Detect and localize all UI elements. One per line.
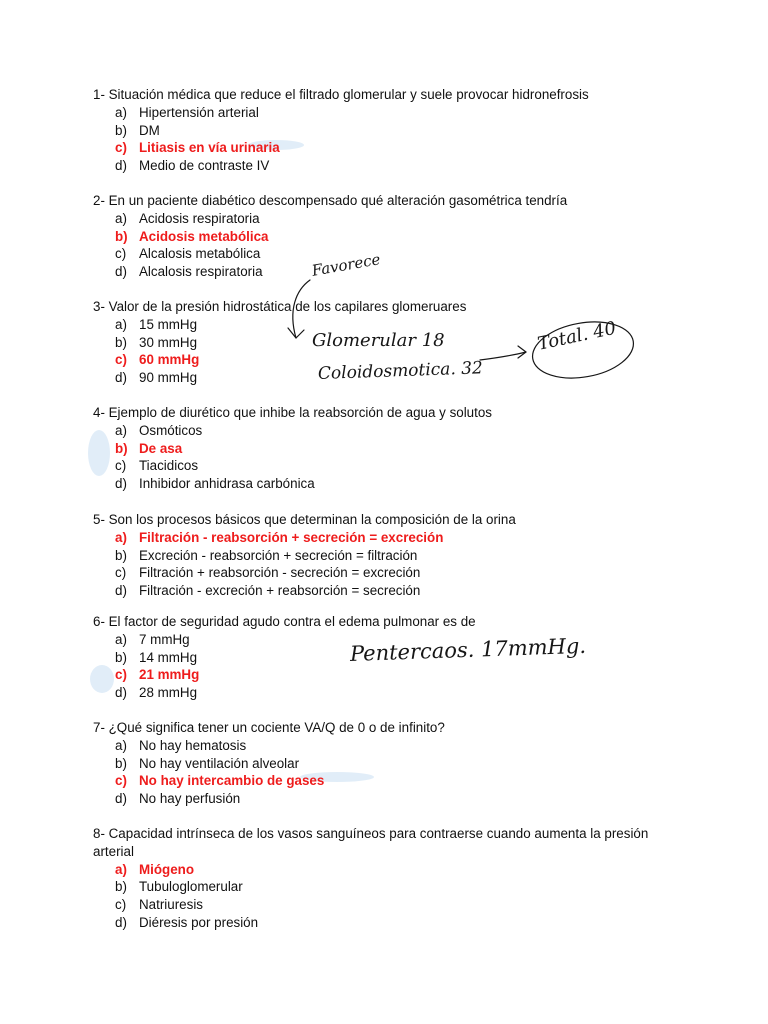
question-7 <box>93 719 653 808</box>
option-a: a) 7 mmHg <box>115 631 190 647</box>
handwritten-note-glomerular: Glomerular 18 <box>312 330 445 351</box>
answer-options <box>93 210 653 281</box>
option-d: d) 90 mmHg <box>115 370 198 386</box>
option-c: c) Tiacidicos <box>115 458 199 474</box>
option-b: b) No hay ventilación alveolar <box>115 755 300 771</box>
answer-options <box>93 861 653 932</box>
option-d: d) Inhibidor anhidrasa carbónica <box>115 476 315 492</box>
option-b-correct: b) De asa <box>115 440 183 456</box>
option-b: b) Excreción - reabsorción + secreción = filtración <box>115 547 418 563</box>
answer-options <box>93 422 653 493</box>
question-text: 6- El factor de seguridad agudo contra el edema pulmonar es de <box>93 614 476 629</box>
answer-options <box>93 737 653 808</box>
question-text: 4- Ejemplo de diurético que inhibe la reabsorción de agua y solutos <box>93 405 492 420</box>
option-a: a) Hipertensión arterial <box>115 104 259 120</box>
option-c-correct: c) 60 mmHg <box>115 352 200 368</box>
answer-options <box>93 529 653 600</box>
option-a-correct: a) Miógeno <box>115 861 195 877</box>
handwritten-note-favorece: Favorece <box>310 250 382 280</box>
option-c-correct: c) Litiasis en vía urinaria <box>115 140 280 156</box>
option-d: d) Medio de contraste IV <box>115 158 270 174</box>
option-c: c) Natriuresis <box>115 897 203 913</box>
option-c-correct: c) 21 mmHg <box>115 667 200 683</box>
option-c-correct: c) No hay intercambio de gases <box>115 773 325 789</box>
option-b: b) Tubuloglomerular <box>115 879 243 895</box>
question-text: 1- Situación médica que reduce el filtrado glomerular y suele provocar hidronefrosis <box>93 87 589 102</box>
option-c: c) Alcalosis metabólica <box>115 246 261 262</box>
option-c: c) Filtración + reabsorción - secreción = excreción <box>115 565 421 581</box>
question-text: 5- Son los procesos básicos que determinan la composición de la orina <box>93 512 516 527</box>
answer-options <box>93 104 653 175</box>
option-d: d) 28 mmHg <box>115 685 198 701</box>
option-b: b) 14 mmHg <box>115 649 198 665</box>
option-b: b) DM <box>115 122 160 138</box>
question-text: 3- Valor de la presión hidrostática de los capilares glomeruares <box>93 299 467 314</box>
right-arrow-icon <box>478 344 530 368</box>
question-text: 7- ¿Qué significa tener un cociente VA/Q de 0 o de infinito? <box>93 720 445 735</box>
question-1 <box>93 86 653 175</box>
question-text: 8- Capacidad intrínseca de los vasos sanguíneos para contraerse cuando aumenta la presión arterial <box>93 826 649 859</box>
handwritten-note-total: Total. 40 <box>535 317 618 355</box>
curved-arrow-icon <box>282 276 312 356</box>
handwritten-note-pulmonar: Pentercaos. 17mmHg. <box>349 633 587 666</box>
handwritten-note-coloidosmotica: Coloidosmotica. 32 <box>317 358 484 384</box>
question-8 <box>93 825 653 932</box>
question-text: 2- En un paciente diabético descompensado qué alteración gasométrica tendría <box>93 193 568 208</box>
option-a: a) No hay hematosis <box>115 737 247 753</box>
option-a-correct: a) Filtración - reabsorción + secreción = excreción <box>115 529 444 545</box>
option-b: b) 30 mmHg <box>115 334 198 350</box>
option-a: a) Acidosis respiratoria <box>115 210 260 226</box>
question-5 <box>93 511 653 600</box>
option-d: d) No hay perfusión <box>115 791 241 807</box>
question-4 <box>93 404 653 493</box>
option-a: a) 15 mmHg <box>115 316 198 332</box>
option-a: a) Osmóticos <box>115 422 203 438</box>
option-d: d) Filtración - excreción + reabsorción = secreción <box>115 583 421 599</box>
option-d: d) Diéresis por presión <box>115 914 259 930</box>
option-d: d) Alcalosis respiratoria <box>115 264 263 280</box>
option-b-correct: b) Acidosis metabólica <box>115 228 269 244</box>
